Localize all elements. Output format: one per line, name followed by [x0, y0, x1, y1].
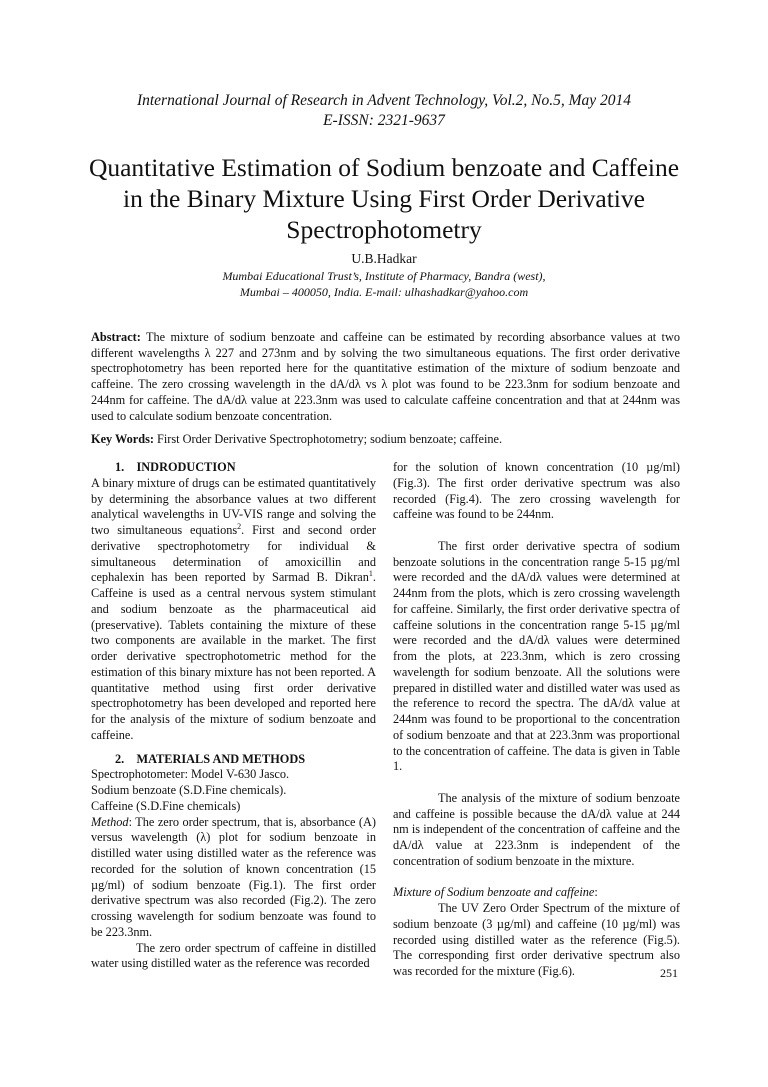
method-label: Method [91, 814, 129, 829]
caffeine-paragraph: The zero order spectrum of caffeine in distilled water using distilled water as the reference was recorded [91, 940, 376, 971]
paper-title: Quantitative Estimation of Sodium benzoate and Caffeine in the Binary Mixture Using First Order Derivative Spectrophotometry [88, 153, 680, 244]
journal-header [0, 91, 768, 131]
instrument-line: Spectrophotometer: Model V-630 Jasco. [91, 767, 290, 782]
section-1-body [91, 476, 376, 744]
right-paragraph-2: The first order derivative spectra of sodium benzoate solutions in the concentration range 5-15 µg/ml were recorded and the dA/dλ values were determined at 244nm from the plots, which is zero crossing wavelength for caffeine. Similarly, the first order derivative spectra of caffeine solutions in the concentration range 5-15 µg/ml were recorded and the dA/dλ values were determined from the plots, at 223.3nm, which is zero crossing wavelength for sodium benzoate. All the solutions were prepared in distilled water and distilled water was used as the reference to record the spectra. The dA/dλ value at 244nm was found to be proportional to the concentration of sodium benzoate and that at 223.3nm was proportional to the concentration of caffeine. The data is given in Table 1. [393, 538, 680, 774]
right-paragraph-4: The UV Zero Order Spectrum of the mixture of sodium benzoate (3 µg/ml) and caffeine (10 µg/ml) was recorded using distilled water as the reference (Fig.5). The corresponding first order derivative spectrum also was recorded for the mixture (Fig.6). [393, 901, 680, 978]
citation-ref: 2 [237, 521, 242, 531]
right-column [393, 460, 680, 980]
method-paragraph [91, 815, 376, 941]
citation-ref: 1 [368, 569, 373, 579]
left-column [91, 460, 376, 972]
intro-text-a: A binary mixture of drugs can be estimated quantitatively by determining the absorbance values at two different analytical wavelengths in UV-VIS range and solving the two simultaneous equations [91, 475, 376, 537]
right-paragraph-3: The analysis of the mixture of sodium benzoate and caffeine is possible because the dA/dλ value at 244 nm is independent of the concentration of caffeine and the dA/dλ value at 223.3nm is independent of the concentration of sodium benzoate in the mixture. [393, 790, 680, 868]
journal-citation: International Journal of Research in Advent Technology, Vol.2, No.5, May 2014 [136, 92, 632, 109]
intro-text-b: . First and second order derivative spectrophotometry for individual & simultaneous determination of amoxicillin and cephalexin has been reported by Sarmad B. Dikran [91, 523, 376, 585]
journal-issn: E-ISSN: 2321-9637 [323, 112, 445, 129]
mixture-subheading-colon: : [594, 885, 598, 900]
section-2-heading: 2. MATERIALS AND METHODS [115, 751, 306, 766]
keywords [91, 431, 680, 447]
right-paragraph-1: for the solution of known concentration (10 µg/ml) (Fig.3). The first order derivative spectrum was also recorded (Fig.4). The zero crossing wavelength for caffeine was found to be 244nm. [393, 460, 680, 522]
section-1-heading: 1. INDRODUCTION [115, 460, 236, 474]
author-name: U.B.Hadkar [351, 251, 417, 266]
page-number: 251 [660, 966, 678, 980]
affiliation-line-2: Mumbai – 400050, India. E-mail: ulhashadkar@yahoo.com [239, 285, 529, 299]
mixture-subheading-text: Mixture of Sodium benzoate and caffeine [393, 885, 595, 900]
method-text: : The zero order spectrum, that is, absorbance (A) versus wavelength (λ) plot for sodium benzoate in distilled water using distilled water as the reference was recorded for the solution of known concentration (15 µg/ml) of sodium benzoate (Fig.1). The first order derivative spectrum was also recorded (Fig.2). The zero crossing wavelength for sodium benzoate was found to be 223.3nm. [91, 814, 376, 939]
reagent-line-sodium-benzoate: Sodium benzoate (S.D.Fine chemicals). [91, 783, 287, 797]
keywords-text: First Order Derivative Spectrophotometry; sodium benzoate; caffeine. [153, 432, 503, 446]
abstract-label: Abstract: [91, 330, 141, 344]
abstract-text: The mixture of sodium benzoate and caffeine can be estimated by recording absorbance values at two different wavelengths λ 227 and 273nm and by solving the two simultaneous equations. The first order derivative spectrophotometry has been reported here for the quantitative estimation of the mixture of sodium benzoate and caffeine. The zero crossing wavelength in the dA/dλ vs λ plot was found to be 223.3nm for sodium benzoate and 244nm for caffeine. The dA/dλ value at 223.3nm was used to calculate caffeine concentration and that at 244nm was used to calculate sodium benzoate concentration. [91, 330, 680, 423]
abstract [91, 330, 680, 424]
keywords-label: Key Words: [91, 432, 154, 446]
affiliation-line-1: Mumbai Educational Trust’s, Institute of Pharmacy, Bandra (west), [222, 269, 546, 283]
mixture-subheading [393, 885, 680, 901]
reagent-line-caffeine: Caffeine (S.D.Fine chemicals) [91, 798, 241, 813]
author-affiliation [0, 268, 768, 300]
intro-text-c: . Caffeine is used as a central nervous system stimulant and sodium benzoate as the pharmaceutical aid (preservative). Tablets containing the mixture of these two components are available in the market. The first order derivative spectrophotometric method for the estimation of this binary mixture has not been reported. A quantitative method using first order derivative spectrophotometry has been developed and reported here for the analysis of the mixture of sodium benzoate and caffeine. [91, 570, 376, 742]
